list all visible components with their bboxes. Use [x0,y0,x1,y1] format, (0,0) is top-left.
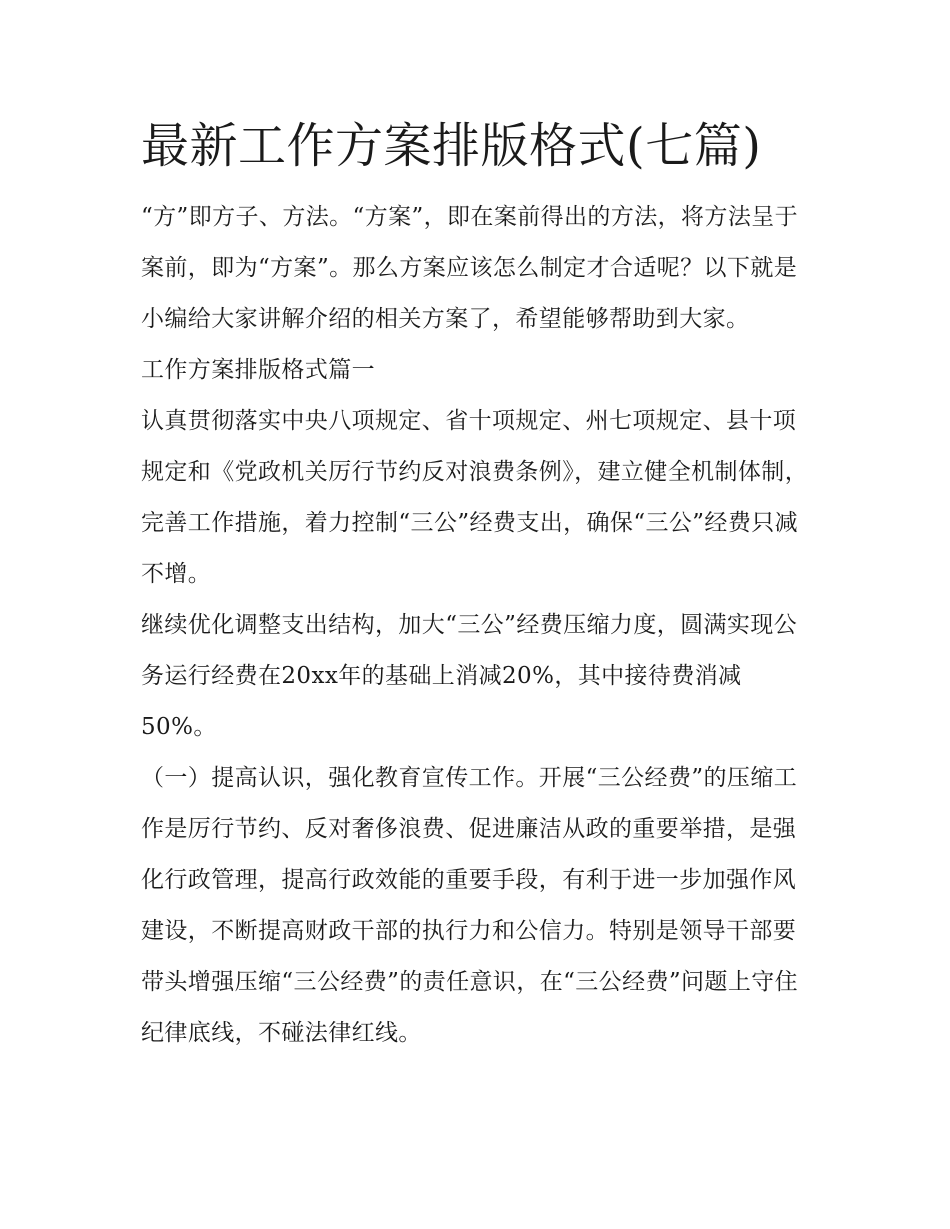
intro-paragraph: “方”即方子、方法。“方案”，即在案前得出的方法，将方法呈于案前，即为“方案”。那么方案应该怎么制定才合适呢？以下就是小编给大家讲解介绍的相关方案了，希望能够帮助到大家。 [141,204,799,332]
document-body [141,112,816,1059]
document-title: 最新工作方案排版格式(七篇) [141,118,762,174]
body-paragraph: 认真贯彻落实中央八项规定、省十项规定、州七项规定、县十项规定和《党政机关厉行节约反对浪费条例》，建立健全机制体制，完善工作措施，着力控制“三公”经费支出，确保“三公”经费只减不增。 [141,408,809,587]
body-paragraph: （一）提高认识，强化教育宣传工作。开展“三公经费”的压缩工作是厉行节约、反对奢侈浪费、促进廉洁从政的重要举措，是强化行政管理，提高行政效能的重要手段，有利于进一步加强作风建设，不断提高财政干部的执行力和公信力。特别是领导干部要带头增强压缩“三公经费”的责任意识，在“三公经费”问题上守住纪律底线，不碰法律红线。 [141,765,799,1046]
section-heading: 工作方案排版格式篇一 [141,357,375,383]
body-paragraph: 继续优化调整支出结构，加大“三公”经费压缩力度，圆满实现公务运行经费在20xx年的基础上消减20%，其中接待费消减50%。 [141,612,798,740]
